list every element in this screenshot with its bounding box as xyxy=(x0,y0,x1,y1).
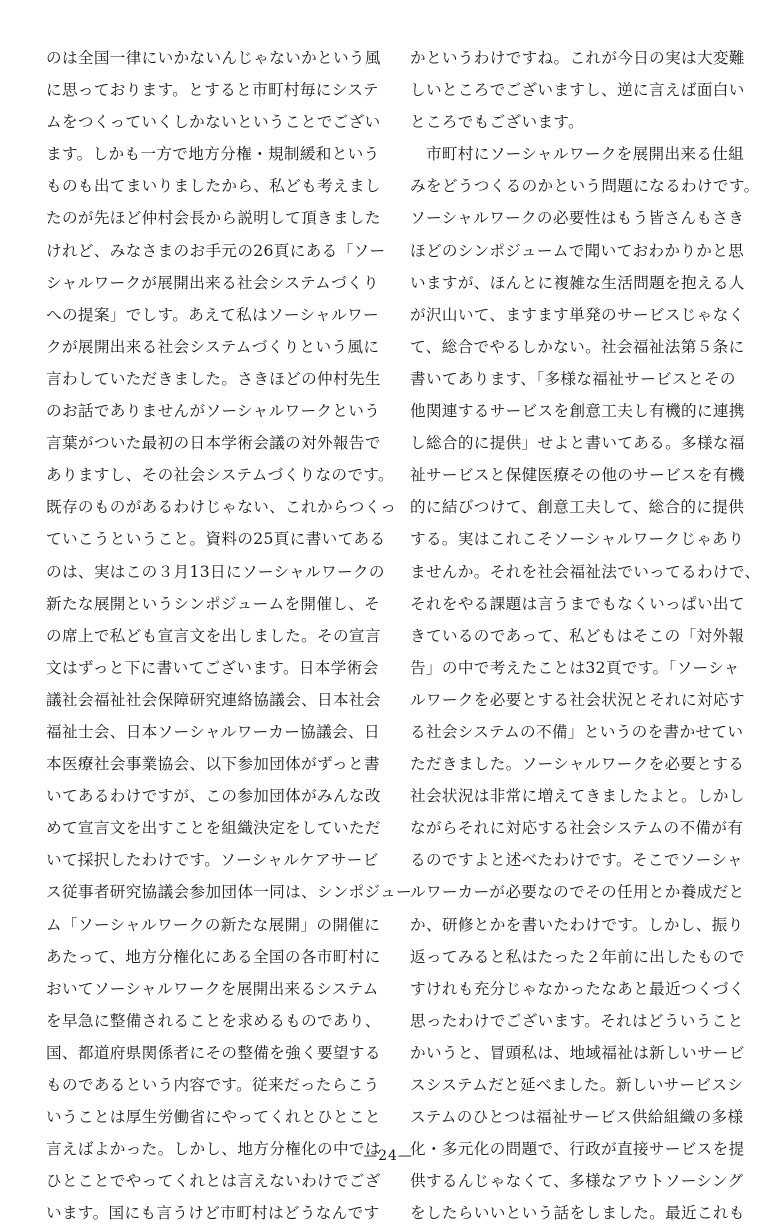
text-line: 返ってみると私はたった２年前に出したもので xyxy=(410,947,745,966)
text-line: きているのであって、私どもはそこの「対外報 xyxy=(410,626,745,645)
text-line: スシステムだと延べました。新しいサービスシ xyxy=(410,1076,744,1094)
text-line: ひとことでやってくれとは言えないわけでござ xyxy=(46,1172,381,1191)
text-line: ルワークを必要とする社会状況とそれに対応す xyxy=(410,690,745,709)
text-line: ス従事者研究協議会参加団体一同は、シンポジュー xyxy=(46,883,413,902)
text-line: クが展開出来る社会システムづくりという風に xyxy=(46,337,380,356)
text-line: しいところでございますし、逆に言えば面白い xyxy=(410,81,745,100)
page-number: —24— xyxy=(363,1148,413,1164)
text-line: 国、都道府県関係者にその整備を強く要望する xyxy=(46,1043,381,1062)
text-line: すけれも充分じゃなかったなあと最近つくづく xyxy=(410,979,745,998)
text-line: ものであるという内容です。従来だったらこう xyxy=(46,1076,380,1094)
text-line: それをやる課題は言うまでもなくいっぱい出て xyxy=(410,594,745,613)
text-line: みをどうつくるのかという問題になるわけです。 xyxy=(410,177,760,196)
text-line: のは全国一律にいかないんじゃないかという風 xyxy=(46,49,381,67)
text-line: います。国にも言うけど市町村はどうなんです xyxy=(46,1204,380,1223)
text-line: 社会状況は非常に増えてきましたよと。しかし xyxy=(410,787,745,806)
text-line: いてあるわけですが、この参加団体がみんな改 xyxy=(46,787,381,806)
text-line: 本医療社会事業協会、以下参加団体がずっと書 xyxy=(46,755,380,774)
text-line: ム「ソーシャルワークの新たな展開」の開催に xyxy=(46,915,381,934)
text-line: 言えばよかった。しかし、地方分権化の中では xyxy=(46,1140,381,1159)
text-line: 供するんじゃなくて、多様なアウトソーシング xyxy=(410,1172,744,1191)
text-line: か、研修とかを書いたわけです。しかし、振り xyxy=(410,915,744,934)
text-line: ステムのひとつは福祉サービス供給組織の多様 xyxy=(410,1108,744,1127)
text-line: の席上で私ども宣言文を出しました。その宣言 xyxy=(46,626,381,645)
text-line: 書いてあります、「多様な福祉サービスとその xyxy=(410,369,736,388)
text-line: あたって、地方分権化にある全国の各市町村に xyxy=(46,947,381,966)
text-line: への提案」でしす。あえて私はソーシャルワー xyxy=(46,305,379,324)
text-line: 市町村にソーシャルワークを展開出来る仕組 xyxy=(410,145,745,164)
text-line: いうことは厚生労働省にやってくれとひとこと xyxy=(46,1108,381,1127)
text-line: 既存のものがあるわけじゃない、これからつくっ xyxy=(46,498,397,517)
text-line: のお話でありませんがソーシャルワークという xyxy=(46,402,381,421)
text-line: る社会システムの不備」というのを書かせてい xyxy=(410,722,744,741)
text-line: し総合的に提供」せよと書いてある。多様な福 xyxy=(410,434,745,453)
text-line: かいうと、冒頭私は、地域福祉は新しいサービ xyxy=(410,1043,745,1062)
text-line: 祉サービスと保健医療その他のサービスを有機 xyxy=(410,466,745,485)
text-line: 新たな展開というシンポジュームを開催し、そ xyxy=(46,594,381,613)
text-line: をしたらいいという話をしました。最近これも xyxy=(410,1204,745,1223)
text-line: るのですよと述べたわけです。そこでソーシャ xyxy=(410,851,743,870)
right-text-column xyxy=(410,42,761,1229)
text-line: ものも出てまいりましたから、私ども考えまし xyxy=(46,177,381,196)
text-line: 福祉士会、日本ソーシャルワーカー協議会、日 xyxy=(46,722,380,741)
text-line: に思っております。とすると市町村毎にシステ xyxy=(46,81,379,100)
text-line: ながらそれに対応する社会システムの不備が有 xyxy=(410,819,744,838)
text-line: ムをつくっていくしかないということでござい xyxy=(46,113,381,132)
text-line: 化・多元化の問題で、行政が直接サービスを提 xyxy=(410,1140,745,1159)
text-line: を早急に整備されることを求めるものであり、 xyxy=(46,1011,381,1030)
text-line: ませんか。それを社会福祉法でいってるわけで、 xyxy=(410,562,761,581)
text-line: 他関連するサービスを創意工夫し有機的に連携 xyxy=(410,402,745,421)
text-line: ところでもございます。 xyxy=(410,113,584,132)
text-line: けれど、みなさまのお手元の26頁にある「ソー xyxy=(46,241,386,260)
text-line: ただきました。ソーシャルワークを必要とする xyxy=(410,755,745,774)
text-line: シャルワークが展開出来る社会システムづくり xyxy=(46,273,379,292)
text-line: たのが先ほど仲村会長から説明して頂きました xyxy=(46,209,381,228)
text-line: いますが、ほんとに複雑な生活問題を抱える人 xyxy=(410,273,745,292)
text-line: 文はずっと下に書いてございます。日本学術会 xyxy=(46,658,379,677)
text-line: て、総合でやるしかない。社会福祉法第５条に xyxy=(410,337,745,356)
text-line: ほどのシンポジュームで聞いておわかりかと思 xyxy=(410,241,745,260)
text-line: めて宣言文を出すことを組織決定をしていただ xyxy=(46,819,381,838)
text-line: ルワーカーが必要なのでその任用とか養成だと xyxy=(410,883,745,902)
text-line: ます。しかも一方で地方分権・規制緩和という xyxy=(46,145,380,164)
text-line: 思ったわけでございます。それはどういうこと xyxy=(410,1011,744,1030)
text-line: ありますし、その社会システムづくりなのです。 xyxy=(46,466,394,485)
text-line: 告」の中で考えたことは32頁です。「ソーシャ xyxy=(410,658,740,677)
text-line: 議社会福祉社会保障研究連絡協議会、日本社会 xyxy=(46,690,381,709)
text-line: ていこうということ。資料の25頁に書いてある xyxy=(46,530,386,549)
text-line: が沢山いて、ますます単発のサービスじゃなく xyxy=(410,305,745,324)
text-line: いて採択したわけです。ソーシャルケアサービ xyxy=(46,851,379,870)
text-line: のは、実はこの３月13日にソーシャルワークの xyxy=(46,562,385,581)
text-line: 言葉がついた最初の日本学術会議の対外報告で xyxy=(46,434,381,453)
text-line: おいてソーシャルワークを展開出来るシステム xyxy=(46,979,379,998)
text-line: する。実はこれこそソーシャルワークじゃあり xyxy=(410,530,745,549)
text-line: 言わしていただきました。さきほどの仲村先生 xyxy=(46,369,381,388)
text-line: ソーシャルワークの必要性はもう皆さんもさき xyxy=(410,209,745,228)
text-line: かというわけですね。これが今日の実は大変難 xyxy=(410,49,745,67)
text-line: 的に結びつけて、創意工夫して、総合的に提供 xyxy=(410,498,745,517)
